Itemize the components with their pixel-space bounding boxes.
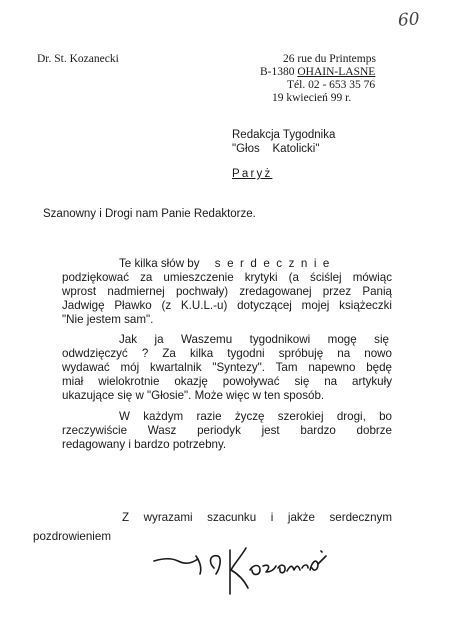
closing-line2: pozdrowieniem: [33, 530, 111, 543]
address-postcode: B-1380: [260, 66, 298, 78]
closing-line1: Z wyrazami szacunku i jakże serdecznym: [122, 511, 392, 524]
recipient-line1: Redakcja Tygodnika: [232, 129, 336, 141]
paragraph2-line4: miał wielokrotnie okazję powoływać się na artykuły: [62, 375, 392, 388]
paragraph3-line1: W każdym razie życzę szerokiej drogi, bo: [119, 410, 392, 423]
recipient-line2: "Głos Katolicki": [232, 143, 320, 155]
paragraph2-line5: ukazujące się w "Głosie". Może więc w ten sposób.: [62, 389, 325, 402]
letter-date: 19 kwiecień 99 r.: [272, 92, 352, 104]
paragraph1-line2: podziękować za umieszczenie krytyki (a ściślej mówiąc: [62, 271, 392, 284]
paragraph1-line5: "Nie jestem sam".: [62, 313, 154, 326]
paragraph1-line4: Jadwigę Pławko (z K.U.L.-u) dotyczącej mojej książeczki: [62, 299, 392, 312]
salutation: Szanowny i Drogi nam Panie Redaktorze.: [43, 208, 256, 220]
address-phone: Tél. 02 - 653 35 76: [287, 79, 376, 91]
paragraph1-line3: wprost nadmiernej pochwały) zredagowanej przez Panią: [62, 285, 392, 298]
paragraph1-line1: [119, 257, 336, 270]
address-city-line: [260, 66, 375, 79]
paragraph2-line2: odwdzięczyć ? Za kilka tygodni spróbuję na nowo: [62, 347, 392, 360]
paragraph3-line2: rzeczywiście Wasz periodyk jest bardzo dobrze: [62, 424, 392, 437]
page-number: 60: [397, 9, 421, 31]
sender-name: Dr. St. Kozanecki: [37, 53, 119, 65]
paragraph1-line1-spaced: serdecznie: [214, 257, 336, 270]
recipient-city: Paryż: [232, 168, 273, 180]
paragraph1-line1-start: Te kilka słów by: [119, 257, 200, 270]
signature: [150, 528, 330, 608]
address-city: OHAIN-LASNE: [297, 66, 376, 78]
address-street: 26 rue du Printemps: [283, 53, 376, 65]
paragraph2-line3: wydawać mój kwartalnik "Syntezy". Tam napewno będę: [62, 361, 392, 374]
paragraph2-line1: Jak ja Waszemu tygodnikowi mogę się: [119, 333, 389, 346]
paragraph3-line3: redagowany i bardzo potrzebny.: [62, 438, 227, 451]
